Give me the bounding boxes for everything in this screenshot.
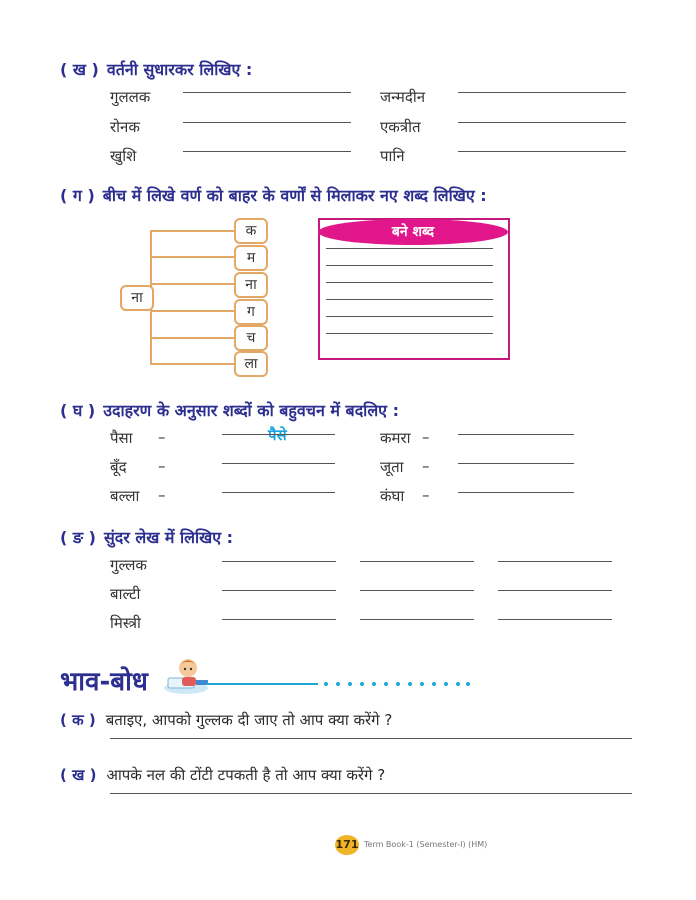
- center-letter-box: ना: [120, 285, 154, 311]
- gha-dash-5: –: [158, 486, 166, 504]
- nga-line-1a[interactable]: [222, 561, 336, 562]
- bhav-bodh-dotted-line: [322, 680, 472, 688]
- outer-letter-box-3: ना: [234, 272, 268, 298]
- gha-example-answer: पैसे: [268, 426, 287, 444]
- section-kh-title: वर्तनी सुधारकर लिखिए :: [106, 60, 253, 79]
- gha-word-1: पैसा: [110, 429, 133, 447]
- kh-answer-line-4[interactable]: [458, 122, 626, 123]
- formed-word-line-5[interactable]: [326, 316, 493, 317]
- connector-line-6: [150, 363, 236, 365]
- gha-dash-3: –: [158, 457, 166, 475]
- section-kh-label: ( ख ): [60, 60, 99, 79]
- nga-line-3c[interactable]: [498, 619, 612, 620]
- kh-answer-line-2[interactable]: [458, 92, 626, 93]
- nga-line-3b[interactable]: [360, 619, 474, 620]
- bhav-question-2-text: आपके नल की टोंटी टपकती है तो आप क्या करेंगे ?: [106, 766, 386, 784]
- kh-answer-line-1[interactable]: [183, 92, 351, 93]
- gha-answer-line-3[interactable]: [222, 463, 335, 464]
- nga-line-2b[interactable]: [360, 590, 474, 591]
- section-ga-label: ( ग ): [60, 186, 95, 205]
- bhav-question-1: [60, 710, 392, 730]
- bhav-answer-line-1[interactable]: [110, 738, 632, 739]
- formed-word-line-4[interactable]: [326, 299, 493, 300]
- section-gha-label: ( घ ): [60, 401, 96, 420]
- gha-word-6: कंघा: [380, 487, 405, 505]
- gha-answer-line-1[interactable]: [222, 434, 335, 435]
- section-gha-heading: [60, 399, 399, 421]
- section-ga-heading: [60, 184, 487, 206]
- outer-letter-box-6: ला: [234, 351, 268, 377]
- bhav-question-2-label: ( ख ): [60, 766, 97, 784]
- bhav-question-1-label: ( क ): [60, 711, 96, 729]
- outer-letter-box-5: च: [234, 325, 268, 351]
- child-reading-icon: [160, 654, 212, 696]
- gha-dash-6: –: [422, 486, 430, 504]
- outer-letter-box-4: ग: [234, 299, 268, 325]
- connector-line-3: [150, 283, 236, 285]
- gha-dash-2: –: [422, 428, 430, 446]
- section-nga-title: सुंदर लेख में लिखिए :: [103, 528, 234, 547]
- page-number: 171: [335, 835, 359, 855]
- formed-word-line-1[interactable]: [326, 248, 493, 249]
- gha-answer-line-2[interactable]: [458, 434, 574, 435]
- section-kh-heading: [60, 58, 252, 80]
- gha-word-3: बूँद: [110, 458, 127, 476]
- outer-letter-box-1: क: [234, 218, 268, 244]
- connector-line-1: [150, 230, 236, 232]
- nga-line-2c[interactable]: [498, 590, 612, 591]
- gha-answer-line-4[interactable]: [458, 463, 574, 464]
- kh-word-2: जन्मदीन: [380, 88, 426, 106]
- gha-answer-line-6[interactable]: [458, 492, 574, 493]
- nga-line-1c[interactable]: [498, 561, 612, 562]
- connector-line-5: [150, 337, 236, 339]
- kh-answer-line-6[interactable]: [458, 151, 626, 152]
- section-ga-title: बीच में लिखे वर्ण को बाहर के वर्णों से मिलाकर नए शब्द लिखिए :: [102, 186, 487, 205]
- kh-answer-line-3[interactable]: [183, 122, 351, 123]
- connector-line-4: [150, 310, 236, 312]
- outer-letter-box-2: म: [234, 245, 268, 271]
- section-nga-label: ( ङ ): [60, 528, 96, 547]
- bhav-question-1-text: बताइए, आपको गुल्लक दी जाए तो आप क्या करेंगे ?: [105, 711, 393, 729]
- gha-dash-4: –: [422, 457, 430, 475]
- book-title: Term Book-1 (Semester-I) (HM): [364, 840, 488, 849]
- formed-word-line-2[interactable]: [326, 265, 493, 266]
- kh-word-5: खुशि: [110, 147, 137, 165]
- gha-word-4: जूता: [380, 458, 404, 476]
- gha-word-5: बल्ला: [110, 487, 140, 505]
- nga-line-1b[interactable]: [360, 561, 474, 562]
- bhav-bodh-title: भाव-बोध: [60, 667, 148, 697]
- nga-word-2: बाल्टी: [110, 585, 141, 603]
- kh-word-6: पानि: [380, 147, 405, 165]
- formed-word-line-6[interactable]: [326, 333, 493, 334]
- gha-answer-line-5[interactable]: [222, 492, 335, 493]
- kh-word-1: गुललक: [110, 88, 151, 106]
- formed-words-panel-title: बने शब्द: [318, 219, 508, 245]
- nga-word-3: मिस्त्री: [110, 614, 141, 632]
- bhav-bodh-underline: [206, 683, 318, 685]
- gha-word-2: कमरा: [380, 429, 411, 447]
- nga-line-3a[interactable]: [222, 619, 336, 620]
- bhav-answer-line-2[interactable]: [110, 793, 632, 794]
- kh-answer-line-5[interactable]: [183, 151, 351, 152]
- connector-line-2: [150, 256, 236, 258]
- nga-line-2a[interactable]: [222, 590, 336, 591]
- gha-dash-1: –: [158, 428, 166, 446]
- section-nga-heading: [60, 526, 233, 548]
- formed-word-line-3[interactable]: [326, 282, 493, 283]
- bhav-question-2: [60, 765, 385, 785]
- section-gha-title: उदाहरण के अनुसार शब्दों को बहुवचन में बदलिए :: [103, 401, 399, 420]
- nga-word-1: गुल्लक: [110, 556, 147, 574]
- kh-word-4: एकत्रीत: [380, 118, 421, 136]
- kh-word-3: रोनक: [110, 118, 140, 136]
